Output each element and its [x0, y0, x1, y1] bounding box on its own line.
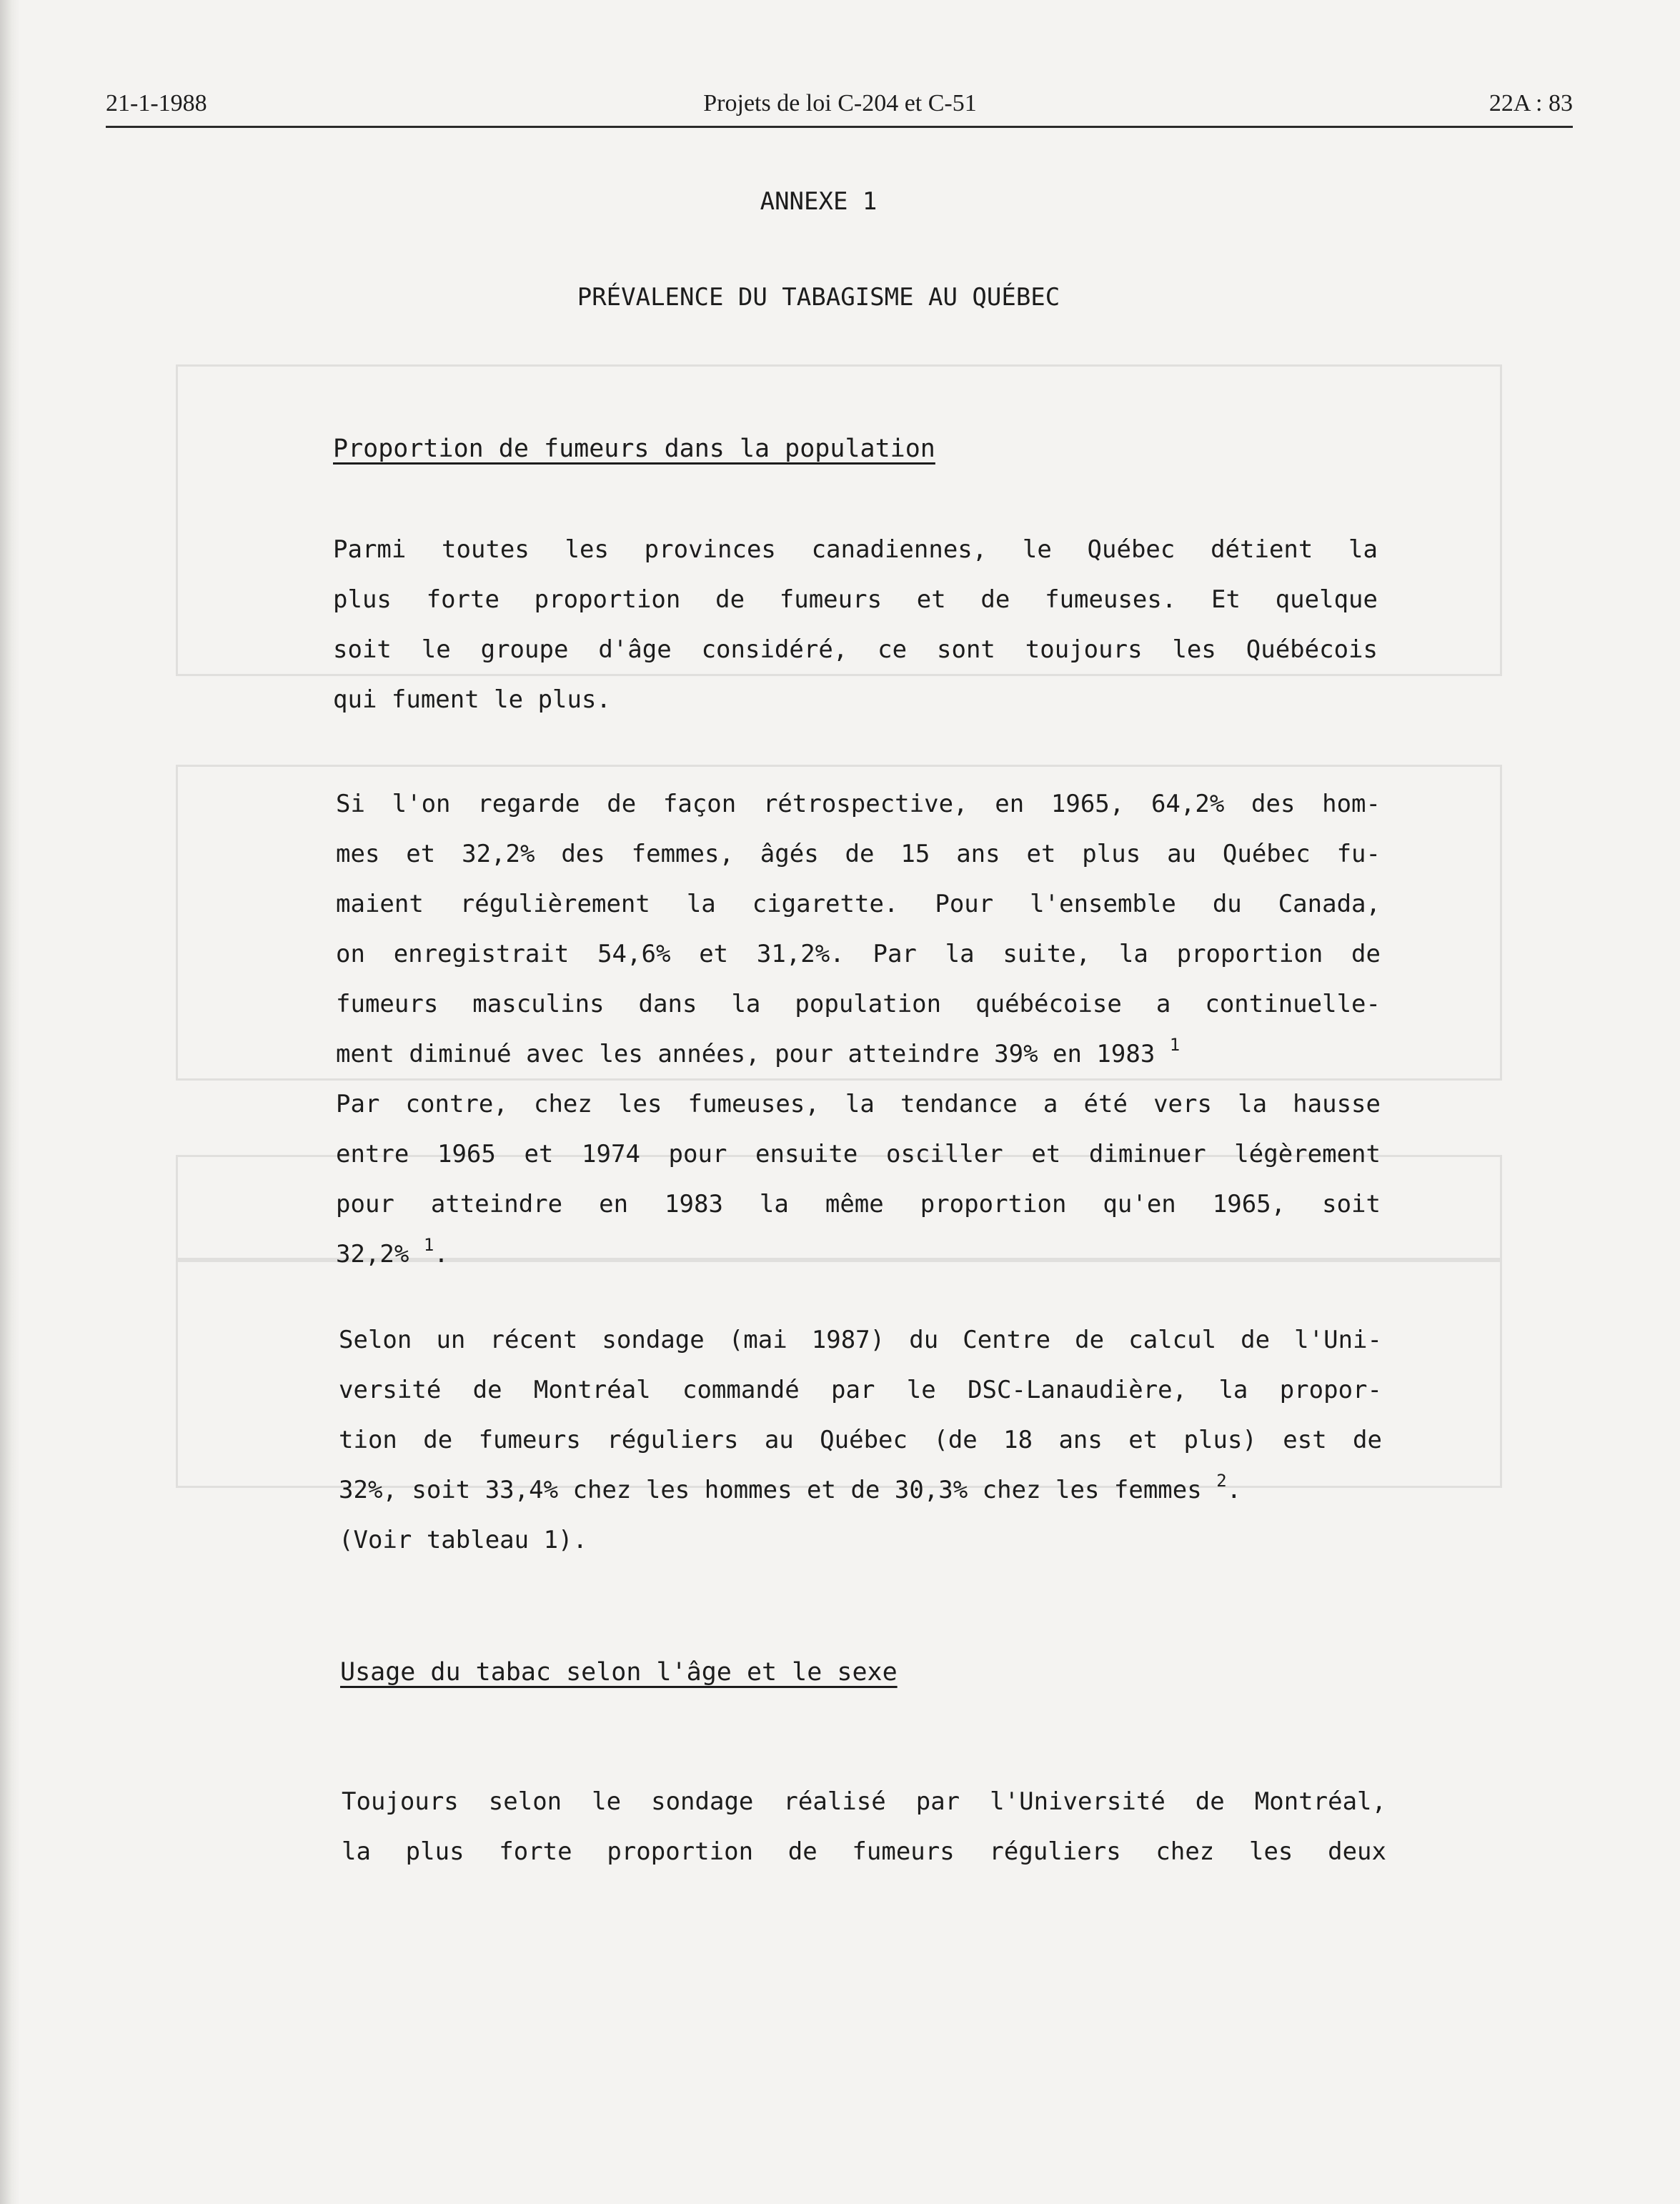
header-date: 21-1-1988: [106, 90, 207, 116]
text-line: soit le groupe d'âge considéré, ce sont toujours les Québécois: [333, 635, 1378, 664]
header-rule: [106, 126, 1573, 128]
footnote-ref: 1: [423, 1235, 434, 1255]
text-line: Toujours selon le sondage réalisé par l'Université de Montréal,: [342, 1787, 1386, 1816]
text-line: fumeurs masculins dans la population québécoise a continuelle-: [336, 990, 1381, 1018]
section-heading: Usage du tabac selon l'âge et le sexe: [340, 1658, 898, 1687]
text-line: versité de Montréal commandé par le DSC-Lanaudière, la propor-: [339, 1376, 1382, 1404]
text-line: maient régulièrement la cigarette. Pour l'ensemble du Canada,: [336, 890, 1381, 918]
text-line-content: 32,2%: [336, 1240, 409, 1269]
text-line: on enregistrait 54,6% et 31,2%. Par la suite, la proportion de: [336, 940, 1381, 968]
footnote-ref: 2: [1216, 1471, 1227, 1491]
text-line: qui fument le plus.: [333, 685, 611, 714]
text-line: entre 1965 et 1974 pour ensuite osciller et diminuer légèrement: [336, 1140, 1381, 1168]
text-line-content: 32%, soit 33,4% chez les hommes et de 30,3% chez les femmes: [339, 1476, 1202, 1504]
paragraph: [333, 525, 1378, 725]
text-line: (Voir tableau 1).: [339, 1526, 587, 1554]
text-line: Si l'on regarde de façon rétrospective, en 1965, 64,2% des hom-: [336, 790, 1381, 818]
text-line-content: ment diminué avec les années, pour atteindre 39% en 1983: [336, 1040, 1155, 1068]
header-page-number: 22A : 83: [1488, 90, 1573, 116]
text-line: Par contre, chez les fumeuses, la tendance a été vers la hausse: [336, 1090, 1381, 1118]
text-line: plus forte proportion de fumeurs et de fumeuses. Et quelque: [333, 585, 1378, 614]
section-heading: Proportion de fumeurs dans la population: [333, 435, 935, 463]
text-line: 32%, soit 33,4% chez les hommes et de 30,3% chez les femmes $^2$.: [339, 1471, 1242, 1504]
text-line: la plus forte proportion de fumeurs réguliers chez les deux: [342, 1837, 1386, 1866]
paragraph: [336, 779, 1381, 1279]
text-line: pour atteindre en 1983 la même proportion qu'en 1965, soit: [336, 1190, 1381, 1218]
paragraph: [342, 1777, 1386, 1877]
paragraph: [339, 1315, 1382, 1565]
page-edge-shadow: [0, 0, 20, 2204]
document-title: PRÉVALENCE DU TABAGISME AU QUÉBEC: [577, 283, 1060, 312]
text-line: 32,2% $^1$.: [336, 1235, 449, 1269]
footnote-ref: 1: [1169, 1035, 1181, 1055]
annex-label: ANNEXE 1: [760, 187, 878, 216]
text-line: Parmi toutes les provinces canadiennes, le Québec détient la: [333, 535, 1378, 564]
text-line: [336, 1029, 1381, 1079]
header-title: Projets de loi C-204 et C-51: [703, 90, 977, 116]
text-line: Selon un récent sondage (mai 1987) du Centre de calcul de l'Uni-: [339, 1326, 1382, 1354]
text-line: tion de fumeurs réguliers au Québec (de 18 ans et plus) est de: [339, 1426, 1382, 1454]
text-line: mes et 32,2% des femmes, âgés de 15 ans et plus au Québec fu-: [336, 840, 1381, 868]
